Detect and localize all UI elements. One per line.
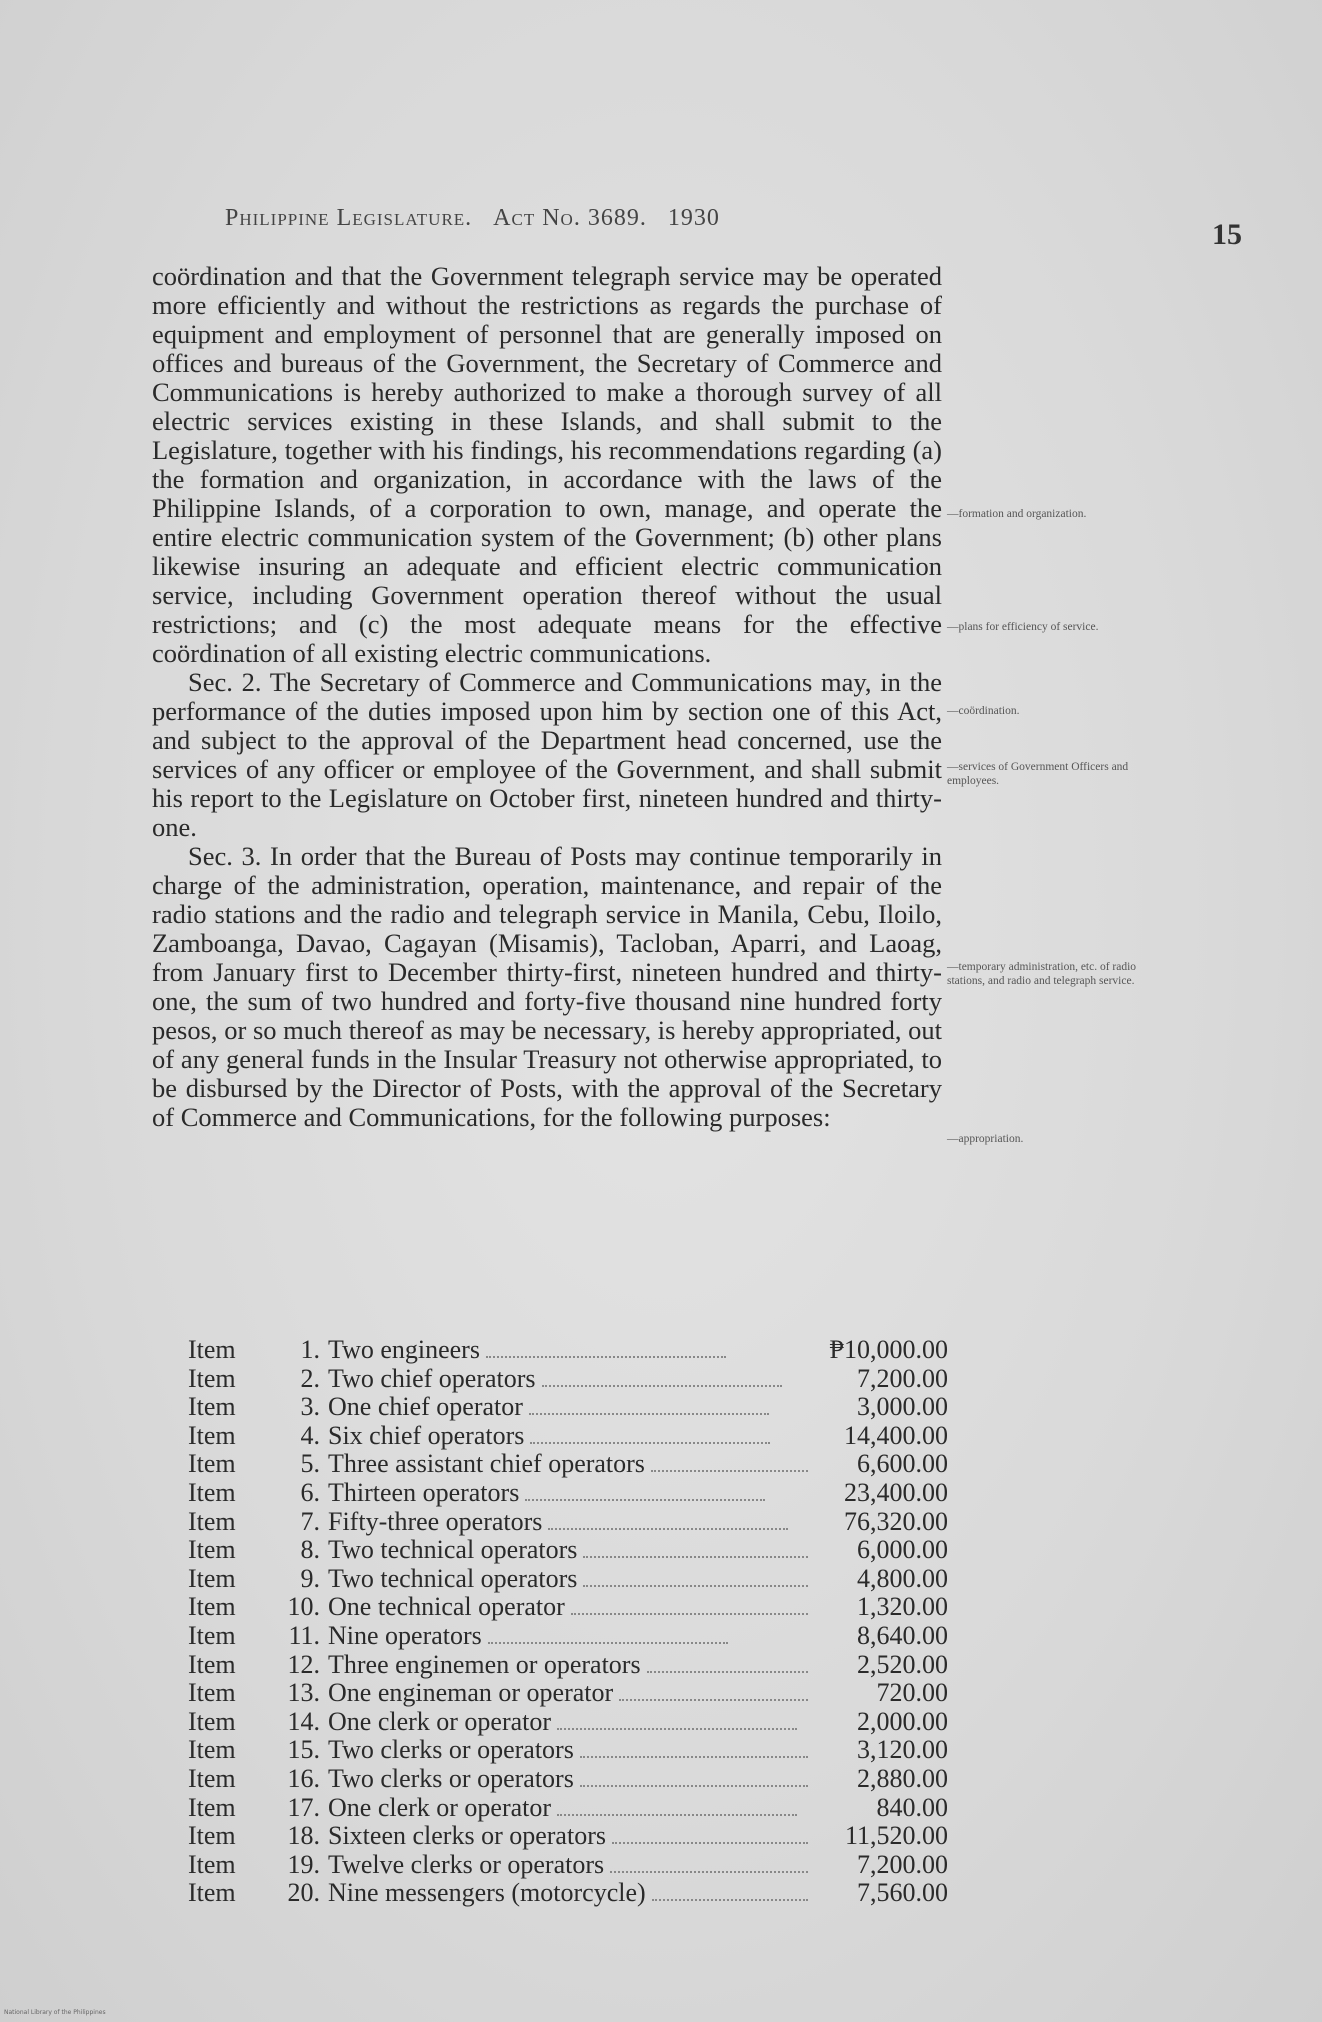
item-row [188,1336,948,1365]
running-head-title: Philippine Legislature. [225,205,473,231]
item-word: Item [188,1592,236,1622]
item-word: Item [188,1535,236,1565]
item-description: One clerk or operator [328,1792,552,1822]
item-description: One engineman or operator [328,1678,614,1708]
item-row [188,1651,948,1680]
page-number: 15 [1212,218,1242,251]
item-number: 8. [300,1535,320,1565]
item-row [188,1365,948,1394]
item-amount: 1,320.00 [857,1592,948,1622]
item-number: 16. [287,1763,320,1793]
leader-dots [580,1756,808,1758]
item-row [188,1679,948,1708]
leader-dots [580,1785,808,1787]
item-row [188,1508,948,1537]
leader-dots [571,1613,808,1615]
item-description: Sixteen clerks or operators [328,1821,606,1851]
item-amount: 6,000.00 [857,1535,948,1565]
item-word: Item [188,1477,236,1507]
item-word: Item [188,1335,236,1364]
margin-note-coordination: —coördination. [947,705,1020,717]
running-header [225,205,865,232]
item-number: 18. [287,1821,320,1851]
leader-dots [651,1470,808,1472]
leader-dots [652,1899,808,1901]
item-word: Item [188,1821,236,1851]
item-amount: 11,520.00 [844,1821,948,1851]
item-number: 2. [300,1363,320,1393]
leader-dots [610,1871,808,1873]
item-number: 1. [300,1335,320,1364]
item-amount: 8,640.00 [857,1620,948,1650]
leader-dots [557,1728,797,1730]
item-row [188,1593,948,1622]
item-word: Item [188,1620,236,1650]
item-description: Twelve clerks or operators [328,1849,605,1879]
item-word: Item [188,1392,236,1422]
item-row [188,1879,948,1908]
leader-dots [619,1699,808,1701]
leader-dots [525,1499,765,1501]
body-text [152,262,942,1132]
appropriation-items-list [188,1336,948,1908]
item-number: 15. [287,1735,320,1765]
item-word: Item [188,1878,236,1908]
item-word: Item [188,1363,236,1393]
item-row [188,1450,948,1479]
leader-dots [583,1585,808,1587]
item-word: Item [188,1449,236,1479]
act-number: Act No. 3689. [493,205,647,231]
item-word: Item [188,1763,236,1793]
item-amount: ₱10,000.00 [829,1335,948,1364]
item-number: 9. [300,1563,320,1593]
item-word: Item [188,1735,236,1765]
item-row [188,1422,948,1451]
leader-dots [486,1356,726,1358]
item-word: Item [188,1506,236,1536]
item-amount: 7,200.00 [857,1363,948,1393]
footer-credit: National Library of the Philippines [4,2009,106,2016]
item-row [188,1565,948,1594]
item-amount: 14,400.00 [844,1420,948,1450]
item-description: Two technical operators [328,1563,578,1593]
item-word: Item [188,1678,236,1708]
item-row [188,1393,948,1422]
item-description: Nine messengers (motorcycle) [328,1878,646,1908]
item-amount: 2,880.00 [857,1763,948,1793]
paragraph-continuation: coördination and that the Government telegraph service may be operated more efficiently and without the restrictions as regards the purchase of equipment and employment of personnel that are generally imposed on offices and bureaus of the Government, the Secretary of Commerce and Communications is hereby authorized to make a thorough survey of all electric services existing in these Islands, and shall submit to the Legislature, together with his findings, his recommendations regarding (a) the formation and organization, in accordance with the laws of the Philippine Islands, of a corporation to own, manage, and operate the entire electric communication system of the Government; (b) other plans likewise insuring an adequate and efficient electric communication service, including Government operation thereof without the usual restrictions; and (c) the most adequate means for the effective coördination of all existing electric communications. [152,261,942,668]
item-number: 4. [300,1420,320,1450]
item-row [188,1765,948,1794]
leader-dots [612,1842,808,1844]
item-row [188,1851,948,1880]
item-description: Two clerks or operators [328,1735,574,1765]
act-year: 1930 [667,205,720,231]
item-amount: 3,000.00 [857,1392,948,1422]
item-word: Item [188,1563,236,1593]
margin-note-formation: —formation and organization. [947,508,1087,520]
item-row [188,1708,948,1737]
margin-note-appropriation: —appropriation. [947,1133,1024,1145]
leader-dots [548,1528,788,1530]
leader-dots [542,1385,782,1387]
item-number: 7. [300,1506,320,1536]
item-number: 20. [287,1878,320,1908]
item-description: Three assistant chief operators [328,1449,645,1479]
item-description: Nine operators [328,1620,482,1650]
item-number: 14. [287,1706,320,1736]
item-number: 12. [287,1649,320,1679]
section-3: Sec. 3. In order that the Bureau of Posts may continue temporarily in charge of the administration, operation, maintenance, and repair of the radio stations and the radio and telegraph service in Manila, Cebu, Iloilo, Zamboanga, Davao, Cagayan (Misamis), Tacloban, Aparri, and Laoag, from January first to December thirty-first, nineteen hundred and thirty-one, the sum of two hundred and forty-five thousand nine hundred forty pesos, or so much thereof as may be necessary, is hereby appropriated, out of any general funds in the Insular Treasury not otherwise appropriated, to be disbursed by the Director of Posts, with the approval of the Secretary of Commerce and Communications, for the following purposes: [152,841,942,1132]
section-2: Sec. 2. The Secretary of Commerce and Communications may, in the performance of the duties imposed upon him by section one of this Act, and subject to the approval of the Department head concerned, use the services of any officer or employee of the Government, and shall submit his report to the Legislature on October first, nineteen hundred and thirty-one. [152,667,942,842]
item-word: Item [188,1849,236,1879]
item-amount: 3,120.00 [857,1735,948,1765]
item-row [188,1822,948,1851]
item-row [188,1736,948,1765]
item-amount: 7,560.00 [857,1878,948,1908]
item-amount: 6,600.00 [857,1449,948,1479]
item-description: Six chief operators [328,1420,525,1450]
leader-dots [488,1642,728,1644]
item-description: Two technical operators [328,1535,578,1565]
item-number: 10. [287,1592,320,1622]
margin-note-services: —services of Government Officers and employees. [947,761,1129,787]
item-description: Two engineers [328,1335,480,1364]
item-number: 5. [300,1449,320,1479]
item-description: One technical operator [328,1592,565,1622]
item-description: Thirteen operators [328,1477,520,1507]
margin-note-plans: —plans for efficiency of service. [947,621,1099,633]
leader-dots [583,1556,808,1558]
item-description: One chief operator [328,1392,523,1422]
item-amount: 2,520.00 [857,1649,948,1679]
item-amount: 7,200.00 [857,1849,948,1879]
leader-dots [529,1413,769,1415]
item-number: 11. [288,1620,320,1650]
item-number: 6. [300,1477,320,1507]
item-number: 13. [287,1678,320,1708]
item-amount: 2,000.00 [857,1706,948,1736]
item-amount: 76,320.00 [844,1506,948,1536]
item-amount: 23,400.00 [844,1477,948,1507]
leader-dots [530,1442,770,1444]
item-number: 3. [300,1392,320,1422]
item-word: Item [188,1706,236,1736]
item-description: Three enginemen or operators [328,1649,641,1679]
item-row [188,1794,948,1823]
item-word: Item [188,1420,236,1450]
item-word: Item [188,1649,236,1679]
item-description: Two clerks or operators [328,1763,574,1793]
item-row [188,1479,948,1508]
item-description: One clerk or operator [328,1706,552,1736]
item-number: 17. [287,1792,320,1822]
item-row [188,1622,948,1651]
item-number: 19. [287,1849,320,1879]
leader-dots [557,1814,797,1816]
item-description: Fifty-three operators [328,1506,543,1536]
item-amount: 4,800.00 [857,1563,948,1593]
item-word: Item [188,1792,236,1822]
leader-dots [647,1671,808,1673]
item-description: Two chief operators [328,1363,536,1393]
item-amount: 840.00 [876,1792,948,1822]
item-amount: 720.00 [876,1678,948,1708]
item-row [188,1536,948,1565]
margin-note-temporary: —temporary administration, etc. of radio stations, and radio and telegraph service. [947,961,1137,987]
